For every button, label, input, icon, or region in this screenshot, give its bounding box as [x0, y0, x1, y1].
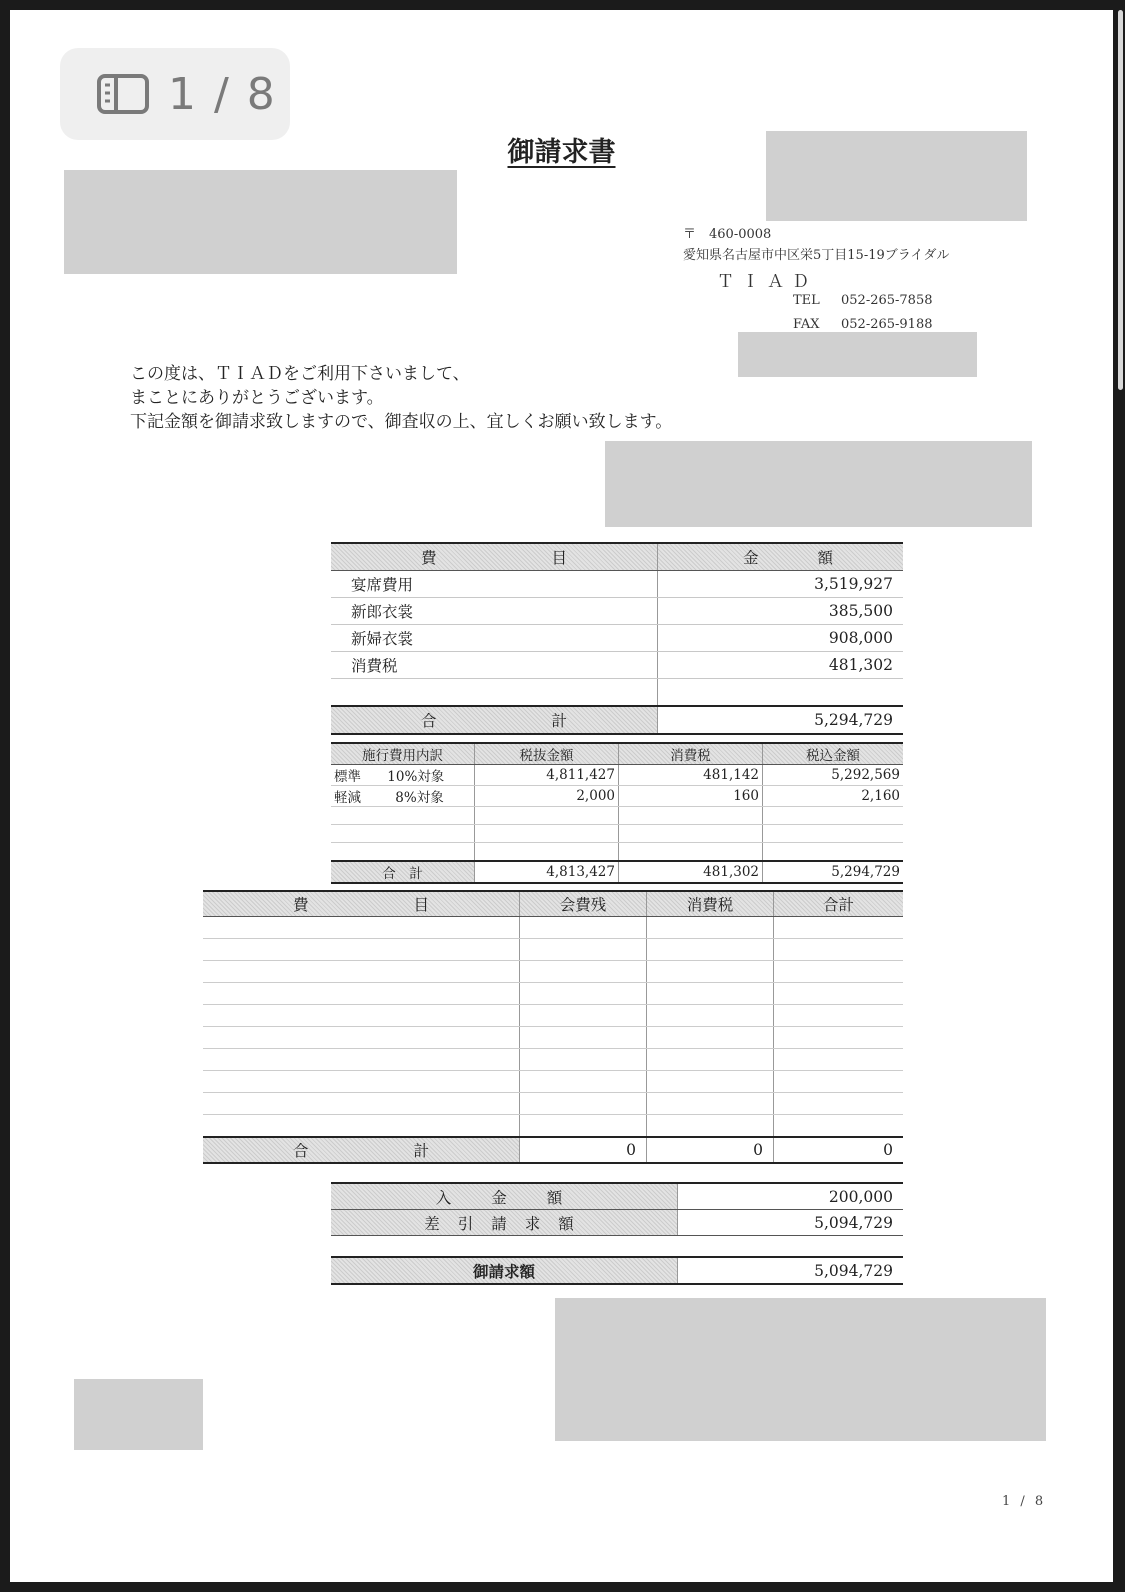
- total-col2: 0: [520, 1137, 647, 1163]
- final-row: [331, 1257, 903, 1284]
- balance-amount: 5,094,729: [678, 1210, 904, 1236]
- rate-label: 軽減: [334, 790, 361, 806]
- fax-number: 052-265-9188: [841, 317, 933, 332]
- page-indicator-text: 1 / 8: [168, 68, 277, 120]
- header-item-right: 目: [413, 896, 429, 914]
- total-label-left: 合: [421, 712, 437, 730]
- total-col3: 0: [647, 1137, 774, 1163]
- table-row: [203, 1071, 903, 1093]
- tax-amount: 160: [619, 786, 763, 807]
- rate-label: 標準: [334, 769, 361, 785]
- amount-incl: 5,292,569: [763, 765, 904, 786]
- fee-balance-table: [203, 890, 903, 1164]
- total-col4: 0: [774, 1137, 904, 1163]
- table-row: [331, 571, 903, 598]
- item-name: [331, 679, 658, 707]
- header-item-left: 費: [293, 896, 309, 914]
- total-tax: 481,302: [619, 861, 763, 883]
- item-amount: [658, 679, 904, 707]
- table-row: [331, 598, 903, 625]
- item-name: 新婦衣裳: [331, 625, 658, 652]
- table-row: [331, 652, 903, 679]
- table-header: [203, 891, 903, 917]
- item-name: 消費税: [331, 652, 658, 679]
- redacted-contact: [738, 332, 977, 377]
- table-row: [331, 825, 903, 843]
- table-row: [203, 1027, 903, 1049]
- table-row: [203, 1115, 903, 1138]
- item-name: 宴席費用: [331, 571, 658, 598]
- sidebar-toggle-icon[interactable]: [96, 73, 150, 115]
- table-row: [203, 917, 903, 939]
- header-cell: 税抜金額: [475, 743, 619, 765]
- item-amount: 385,500: [658, 598, 904, 625]
- postal-code: 〒 460-0008: [683, 227, 772, 242]
- company-name: ＴＩＡＤ: [717, 272, 817, 292]
- rate-target: 8%対象: [395, 790, 444, 806]
- total-amount: 5,294,729: [658, 706, 904, 734]
- table-row: [331, 843, 903, 862]
- amount-incl: 2,160: [763, 786, 904, 807]
- table-row: [203, 961, 903, 983]
- page-indicator[interactable]: [60, 48, 290, 140]
- amount-excl: 2,000: [475, 786, 619, 807]
- document-title: 御請求書: [507, 137, 616, 168]
- total-label-right: 計: [413, 1142, 429, 1160]
- charges-table: [331, 542, 903, 735]
- total-excl: 4,813,427: [475, 861, 619, 883]
- total-incl: 5,294,729: [763, 861, 904, 883]
- fax-label: FAX: [793, 317, 820, 332]
- total-label-left: 合: [293, 1142, 309, 1160]
- balance-label: 差引請求額: [331, 1210, 678, 1236]
- summary-table: [331, 1182, 903, 1285]
- balance-row: [331, 1210, 903, 1236]
- item-amount: 3,519,927: [658, 571, 904, 598]
- redacted-issuer-stamp: [766, 131, 1027, 221]
- deposit-amount: 200,000: [678, 1183, 904, 1210]
- table-row: [203, 1049, 903, 1071]
- greeting-line: まことにありがとうございます。: [130, 388, 384, 408]
- tax-breakdown-table: [331, 742, 903, 884]
- tel-label: TEL: [793, 293, 820, 308]
- total-label-right: 計: [551, 712, 567, 730]
- header-cell: 会費残: [520, 891, 647, 917]
- total-label: 合 計: [331, 861, 475, 883]
- table-row: [203, 1093, 903, 1115]
- total-row: [331, 706, 903, 734]
- table-header: [331, 743, 903, 765]
- header-cell: 税込金額: [763, 743, 904, 765]
- greeting-line: 下記金額を御請求致しますので、御査収の上、宜しくお願い致します。: [130, 412, 673, 432]
- table-row: [331, 679, 903, 707]
- tax-amount: 481,142: [619, 765, 763, 786]
- table-header: [331, 543, 903, 571]
- redacted-block: [555, 1298, 1046, 1441]
- footer-page-number: 1 / 8: [1002, 1494, 1047, 1509]
- header-cell: 消費税: [619, 743, 763, 765]
- total-row: [331, 861, 903, 883]
- final-amount: 5,094,729: [678, 1257, 904, 1284]
- table-row: [203, 983, 903, 1005]
- header-cell: 合計: [774, 891, 904, 917]
- document-page: [10, 10, 1113, 1582]
- header-cell: 消費税: [647, 891, 774, 917]
- header-cell: 施行費用内訳: [331, 743, 475, 765]
- table-row: [203, 939, 903, 961]
- item-amount: 481,302: [658, 652, 904, 679]
- header-amount-left: 金: [743, 549, 759, 567]
- final-label: 御請求額: [331, 1257, 678, 1284]
- table-row: [203, 1005, 903, 1027]
- redacted-block: [74, 1379, 203, 1450]
- redacted-recipient: [64, 170, 457, 274]
- table-row: [331, 765, 903, 786]
- table-row: [331, 807, 903, 825]
- vertical-scrollbar[interactable]: [1118, 10, 1123, 390]
- rate-target: 10%対象: [387, 769, 445, 785]
- redacted-block: [605, 441, 1032, 527]
- deposit-label: 入金額: [331, 1183, 678, 1210]
- item-amount: 908,000: [658, 625, 904, 652]
- tel-number: 052-265-7858: [841, 293, 933, 308]
- amount-excl: 4,811,427: [475, 765, 619, 786]
- table-row: [331, 625, 903, 652]
- header-item-right: 目: [551, 549, 567, 567]
- header-amount-right: 額: [817, 549, 833, 567]
- address: 愛知県名古屋市中区栄5丁目15-19ブライダル: [683, 248, 950, 263]
- deposit-row: [331, 1183, 903, 1210]
- header-item-left: 費: [421, 549, 437, 567]
- total-row: [203, 1137, 903, 1163]
- table-row: [331, 786, 903, 807]
- greeting-text: [130, 362, 672, 434]
- item-name: 新郎衣裳: [331, 598, 658, 625]
- greeting-line: この度は、ＴＩＡＤをご利用下さいまして、: [130, 364, 470, 384]
